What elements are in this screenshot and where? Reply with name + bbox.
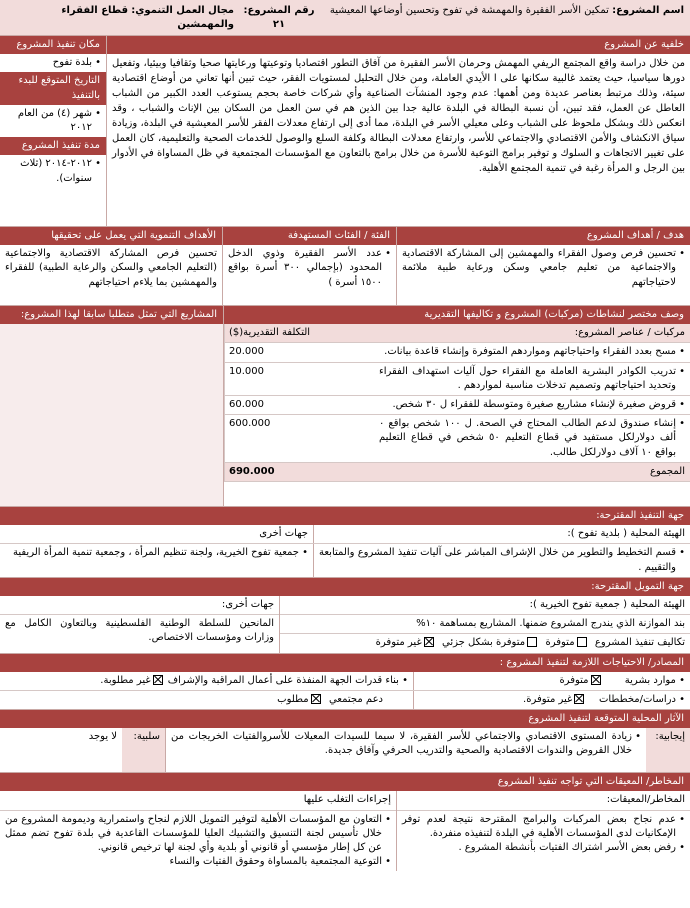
funding-body bbox=[0, 596, 690, 653]
project-name: تمكين الأسر الفقيرة والمهمشة في تفوح وتحسين أوضاعها المعيشية bbox=[329, 5, 609, 16]
dev-goals-text: تحسين فرص المشاركة الاقتصادية والاجتماعية (التعليم الجامعي والسكن والرعاية الطبية) للفقراء والمهمشين بما يلاءم احتياجاتهم bbox=[5, 248, 217, 288]
duration-value-cell bbox=[0, 155, 106, 187]
resource-studies-cell bbox=[414, 691, 690, 709]
funding-other-label: جهات أخرى: bbox=[221, 598, 274, 610]
project-number: ٢١ bbox=[272, 19, 286, 31]
components-header-row bbox=[224, 324, 690, 343]
dev-goals-column bbox=[0, 227, 223, 305]
objective-heading: هدف / أهداف المشروع bbox=[397, 227, 690, 245]
duration-heading: مدة تنفيذ المشروع bbox=[0, 137, 106, 155]
target-text: • عدد الأسر الفقيرة وذوي الدخل المحدود (بإجمالي ٣٠٠ أسرة بواقع ١٥٠٠ أسرة ) bbox=[228, 247, 391, 290]
checkbox-capacity[interactable] bbox=[153, 675, 163, 685]
negative-text: لا يوجد bbox=[88, 731, 117, 743]
project-title-bar bbox=[0, 0, 690, 36]
negative-label: سلبية: bbox=[122, 728, 166, 772]
cost-row-desc-cell bbox=[374, 343, 690, 361]
items-label: مركبات / عناصر المشروع: bbox=[574, 327, 685, 339]
target-heading: الفئة / الفئات المستهدفة bbox=[223, 227, 396, 245]
prerequisite-heading: المشاريع التي تمثل متطلبا سابقا لهذا المشروع: bbox=[0, 306, 223, 324]
field-block bbox=[6, 4, 234, 35]
components-heading: وصف مختصر لنشاطات (مركبات) المشروع و تكاليفها التقديرية bbox=[224, 306, 690, 324]
start-value-cell bbox=[0, 105, 106, 137]
cost-row-desc: • قروض صغيرة لإنشاء مشاريع صغيرة ومتوسطة للفقراء ل ٣٠ شخص. bbox=[379, 398, 685, 412]
effects-heading: الآثار المحلية المتوقعة لتنفيذ المشروع bbox=[0, 710, 690, 728]
risk-column bbox=[397, 791, 690, 871]
objective-cell bbox=[397, 245, 690, 292]
risks-body bbox=[0, 791, 690, 871]
cost-row-desc-cell bbox=[374, 415, 690, 462]
positive-label: إيجابية: bbox=[646, 728, 690, 772]
implementing-other-label: جهات أخرى bbox=[0, 525, 314, 543]
resource-capacity-text: بناء قدرات الجهة المنفذة على أعمال المراقبة والإشراف bbox=[167, 674, 399, 686]
risk-list bbox=[402, 813, 685, 856]
resource-studies-label: دراسات/مخططات bbox=[598, 693, 676, 705]
side-info-column bbox=[0, 36, 107, 226]
implementing-values-row bbox=[0, 543, 690, 576]
risks-heading: المخاطر/ المعيقات التي تواجه تنفيذ المشروع bbox=[0, 773, 690, 791]
total-row bbox=[224, 463, 690, 482]
resources-row-1 bbox=[0, 672, 690, 690]
total-value: 690.000 bbox=[224, 463, 374, 481]
location-value: • بلدة تفوح bbox=[5, 56, 101, 70]
mitigation-label: إجراءات التغلب عليها bbox=[303, 794, 391, 806]
background-column bbox=[107, 36, 690, 226]
resources-heading: المصادر/ الاحتياجات اللازمة لتنفيذ المشروع : bbox=[0, 654, 690, 672]
implementing-other-cell bbox=[0, 544, 314, 576]
cost-row bbox=[224, 363, 690, 396]
resource-capacity-cell bbox=[0, 672, 414, 690]
prerequisite-column bbox=[0, 306, 224, 506]
resource-human-label: موارد بشرية bbox=[624, 674, 676, 686]
cost-rows bbox=[224, 343, 690, 462]
checkbox-available[interactable] bbox=[577, 637, 587, 647]
resources-section bbox=[0, 653, 690, 710]
implementing-local-label: الهيئة المحلية ( بلدية تفوح ): bbox=[567, 528, 685, 540]
cost-row-desc-cell bbox=[374, 396, 690, 414]
opt-available: متوفرة bbox=[545, 637, 575, 649]
prerequisite-empty bbox=[0, 324, 223, 506]
project-number-label: رقم المشروع: bbox=[243, 5, 315, 16]
funding-other-text: المانحين للسلطة الوطنية الفلسطينية وبالتعاون الكامل مع وزارات ومؤسسات الاختصاص. bbox=[0, 614, 279, 647]
dev-goals-heading: الأهداف التنموية التي يعمل على تحقيقها bbox=[0, 227, 222, 245]
risk-item: • عدم نجاح بعض المركبات والبرامج المقترحة نتيجة لعدم توفر الإمكانيات لدى المؤسسات الأهلية في البلدة لتنفيذه منفردة. bbox=[402, 813, 685, 841]
implementing-section bbox=[0, 506, 690, 577]
funding-local-label: الهيئة المحلية ( جمعية تفوح الخيرية ): bbox=[529, 598, 685, 610]
checkbox-studies[interactable] bbox=[574, 694, 584, 704]
mitigation-column bbox=[0, 791, 397, 871]
location-value-cell bbox=[0, 54, 106, 72]
mitigation-item: • التعاون مع المؤسسات الأهلية لتوفير التمويل اللازم لنجاح واستمرارية وديمومة المشروع من خلال تأسيس لجنة التنسيق والتشبيك العليا للمؤسسات القاعدية في بلدة تفوح تضم ممثل عن كل إطار مؤسسي أو قانوني أو بلدية وأي لجنة لها ترخيص قانوني. bbox=[5, 813, 391, 856]
implementing-local-cell bbox=[314, 544, 690, 576]
project-name-label: اسم المشروع: bbox=[612, 5, 684, 16]
cost-row-desc: • إنشاء صندوق لدعم الطالب المحتاج في الصحة. ل ١٠٠ شخص بواقع ٠ ألف دولارلكل مستفيد في قطاع التعليم ٥٠ شخص في قطاع التعليم بواقع ١٠ آلاف دولارلكل طالب. bbox=[379, 417, 685, 460]
target-column bbox=[223, 227, 397, 305]
bullet-dot: • bbox=[398, 674, 408, 686]
cost-row bbox=[224, 415, 690, 463]
risk-list-cell bbox=[397, 810, 690, 858]
project-number-block bbox=[234, 4, 324, 35]
cost-row bbox=[224, 396, 690, 415]
implementing-labels-row bbox=[0, 525, 690, 543]
checkbox-partial[interactable] bbox=[527, 637, 537, 647]
start-value: • شهر (٤) من العام ٢٠١٢ bbox=[5, 107, 101, 135]
opt-partial: متوفرة بشكل جزئي bbox=[442, 637, 526, 649]
mitigation-list bbox=[5, 813, 391, 870]
start-heading: التاريخ المتوقع للبدء بالتنفيذ bbox=[0, 72, 106, 104]
funding-budget-text: بند الموازنة الذي يندرج المشروع ضمنها. المشاريع بمساهمة ١٠% bbox=[280, 614, 690, 633]
project-name-block bbox=[324, 4, 684, 35]
implementing-heading: جهة التنفيذ المقترحة: bbox=[0, 507, 690, 525]
components-section bbox=[0, 305, 690, 506]
cost-row bbox=[224, 343, 690, 362]
field-label: مجال العمل التنموي: bbox=[131, 5, 234, 16]
risks-section bbox=[0, 772, 690, 871]
implementing-local-text: • قسم التخطيط والتطوير من خلال الإشراف المباشر على آليات تنفيذ المشروع والمتابعة والتقييم . bbox=[319, 546, 685, 574]
checkbox-community[interactable] bbox=[311, 694, 321, 704]
cost-row-amount: 10.000 bbox=[224, 363, 374, 395]
location-heading: مكان تنفيذ المشروع bbox=[0, 36, 106, 54]
checkbox-human[interactable] bbox=[591, 675, 601, 685]
bullet-dot: • bbox=[675, 674, 685, 686]
cost-label: التكلفة التقديرية($) bbox=[224, 324, 374, 342]
cost-row-desc: • تدريب الكوادر البشرية العاملة مع الفقراء حول آليات استهداف الفقراء وتحديد احتياجاتهم وتصميم تدخلات مناسبة لمواردهم . bbox=[379, 365, 685, 393]
bullet-dot: • bbox=[675, 693, 685, 705]
resources-row-2 bbox=[0, 690, 690, 709]
funding-heading: جهة التمويل المقترحة: bbox=[0, 578, 690, 596]
resource-human-value: متوفرة bbox=[559, 674, 589, 686]
implementing-other-text: • جمعية تفوح الخيرية، ولجنة تنظيم المرأة ، وجمعية تنمية المرأة الريفية bbox=[5, 546, 308, 560]
positive-text: • زيادة المستوى الاقتصادي والاجتماعي للأسر الفقيرة، لا سيما للسيدات المعيلات للأسروالفتيات الخريجات من خلال القروض والندوات الاقتصادية والصحية والتدريب الحرفي وآفاق جديدة. bbox=[171, 730, 641, 758]
funding-local-column bbox=[280, 596, 690, 653]
funding-cost-text: تكاليف تنفيذ المشروع bbox=[594, 637, 685, 649]
total-label: المجموع bbox=[650, 465, 685, 477]
items-label-cell bbox=[374, 324, 690, 342]
cost-row-desc: • مسح بعدد الفقراء واحتياجاتهم ومواردهم المتوفرة وإنشاء قاعدة بيانات. bbox=[379, 345, 685, 359]
goals-section bbox=[0, 226, 690, 305]
risk-item: • رفض بعض الأسر اشتراك الفتيات بأنشطة المشروع . bbox=[402, 841, 685, 855]
resource-capacity-value: غير مطلوبة. bbox=[100, 674, 151, 686]
positive-cell bbox=[166, 728, 646, 772]
duration-value: • ٢٠١٢-٢٠١٤ (ثلاث سنوات). bbox=[5, 157, 101, 185]
funding-section bbox=[0, 577, 690, 653]
background-heading: خلفية عن المشروع bbox=[107, 36, 690, 54]
opt-unavailable: غير متوفرة bbox=[375, 637, 422, 649]
checkbox-unavailable[interactable] bbox=[424, 637, 434, 647]
background-text: من خلال دراسة واقع المجتمع الريفي المهمش وحرمان الأسر الفقيرة من آفاق التطور اقتصاديا وتوعيتها ورعايتها صحيا وثقافيا وبيئيا، وتفعيل دورها سياسيا، حيث يعتمد غالبية سكانها على ا الأيدي العاملة، ومن خلال التحليل لمستويات الفقر، حيث تبين أنها تعاني من أوضاع اقتصادية سيئة، وذلك مرتبط بعناصر عديدة ومن أهمها: عدم وجود المنشآت الصناعية وأي شركات خاصة بحجم يستوعب العدد الكبير من الشباب العاطل عن العمل، فقد تبين، أن نسبة البطالة في البلدة عالية جدا بين الذين هم في سن العمل من السكان بين الإناث والشباب ، وقد انعكس ذلك وبشكل ملحوظ على الشباب وعلى معيلي الأسر في البلدة، مما أدى إلى ارتفاع معدلات الفقر للأسر المعيشية في البلدة، وزيادة سياق الانكشاف والأمن الاقتصادي والاجتماعي للأسر، وارتفاع معدلات البطالة وكلفة السلع والوصول للخدمات الصحية والتعليمية، كان العمل على تغيير الاتجاهات و السلوك و توفير برامج التوعية للأسرة من خلال برامج بالتعاون مع المؤسسات المجتمعية في ظل المساواة في الأدوار بين الرجل و المرأة رغبة في تنمية المجتمع الأهلية. bbox=[112, 58, 685, 175]
components-column bbox=[224, 306, 690, 506]
resource-studies-value: غير متوفرة. bbox=[523, 693, 573, 705]
resource-community-value: مطلوب bbox=[277, 693, 309, 705]
objective-text: • تحسين فرص وصول الفقراء والمهمشين إلى المشاركة الاقتصادية والاجتماعية من تعليم جامعي وسكن ورعاية طبية ملائمة لاحتياجاتهم bbox=[402, 247, 685, 290]
cost-row-amount: 60.000 bbox=[224, 396, 374, 414]
funding-other-column bbox=[0, 596, 280, 653]
objective-column bbox=[397, 227, 690, 305]
risk-label: المخاطر/المعيقات: bbox=[606, 794, 685, 806]
resource-human-cell bbox=[414, 672, 690, 690]
resource-community-text: دعم مجتمعي bbox=[328, 693, 383, 705]
cost-row-amount: 20.000 bbox=[224, 343, 374, 361]
effects-section bbox=[0, 709, 690, 772]
background-section bbox=[0, 36, 690, 226]
mitigation-list-cell bbox=[0, 810, 396, 872]
funding-cost-row bbox=[280, 633, 690, 652]
mitigation-item: • التوعية المجتمعية بالمساواة وحقوق الفتيات والنساء bbox=[5, 855, 391, 869]
effects-row bbox=[0, 728, 690, 772]
field-value: قطاع الفقراء والمهمشين bbox=[61, 5, 234, 31]
cost-row-amount: 600.000 bbox=[224, 415, 374, 462]
cost-row-desc-cell bbox=[374, 363, 690, 395]
resource-community-cell bbox=[0, 691, 414, 709]
target-cell bbox=[223, 245, 396, 292]
